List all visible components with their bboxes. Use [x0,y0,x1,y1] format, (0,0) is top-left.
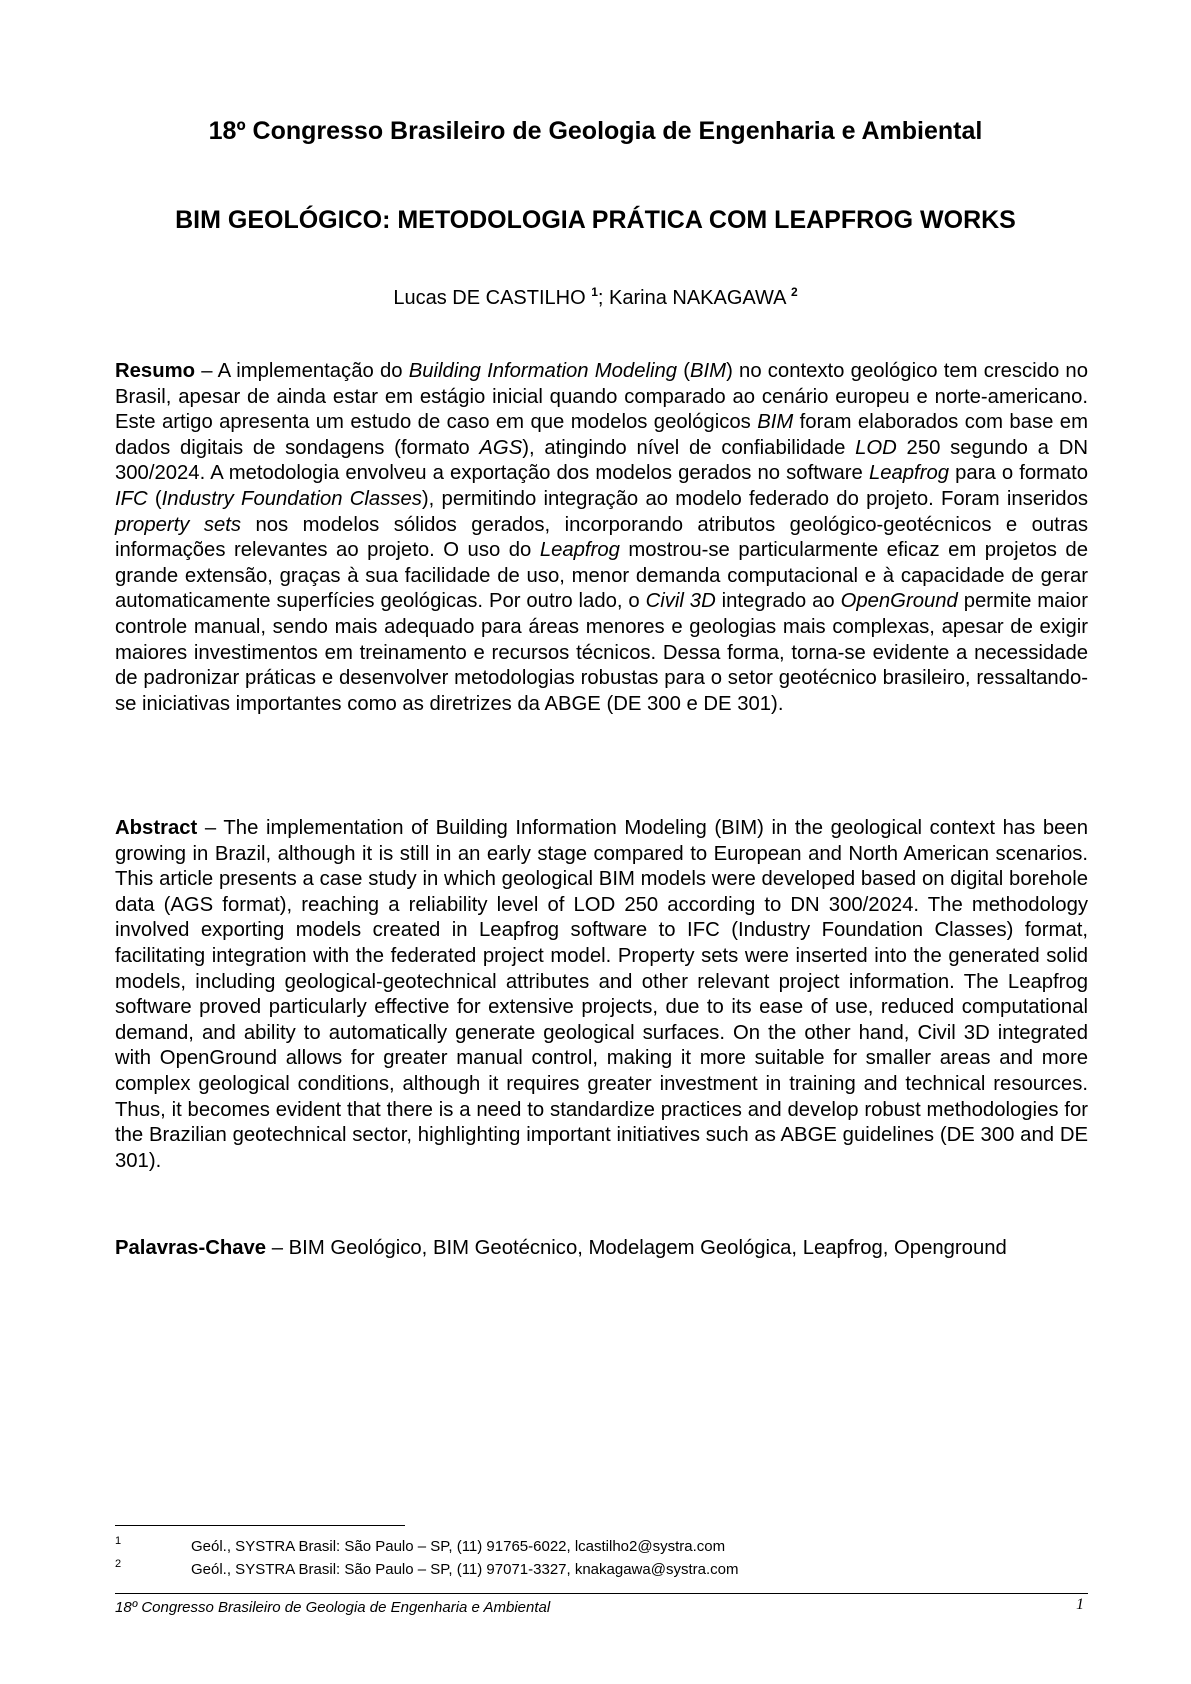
resumo-text: ), atingindo nível de confiabilidade [522,436,856,459]
resumo-text: ( [677,360,691,382]
resumo-italic-term: BIM [690,360,727,382]
resumo-text: permite maior controle manual, sendo mais adequado para áreas menores e geologias mais complexas, apesar de exigir maiores investimentos em treinamento e recursos técnicos. Dessa forma, torna-se evidente a necessidade de padronizar práticas e desenvolver metodologias robustas para o setor geotécnico brasileiro, ressaltando-se iniciativas importantes como as diretrizes da ABGE (DE 300 e DE 301). [115,590,1088,715]
resumo-italic-term: Leapfrog [868,462,950,485]
footer-divider [115,1593,1088,1594]
footnote-number: 2 [115,1558,122,1570]
running-footer: 18º Congresso Brasileiro de Geologia de Engenharia e Ambiental [115,1599,551,1616]
keywords-label: Palavras-Chave [115,1237,267,1259]
resumo-text: para o formato [949,462,1088,485]
resumo-text: mostrou-se particularmente eficaz em projetos de grande extensão, graças à sua facilidade de uso, menor demanda computacional e à capacidade de gerar automaticamente superfícies geológicas. Por outro lado, o [115,539,1088,613]
resumo-text: integrado ao [715,590,841,613]
conference-title: 18º Congresso Brasileiro de Geologia de Engenharia e Ambiental [208,117,983,145]
resumo-italic-term: Leapfrog [539,539,620,562]
resumo-italic-term: Civil 3D [645,590,716,613]
keywords-list: BIM Geológico, BIM Geotécnico, Modelagem Geológica, Leapfrog, Openground [288,1237,1007,1259]
resumo-italic-term: OpenGround [840,590,958,613]
page-number: 1 [1076,1596,1084,1613]
author-separator: ; [597,287,610,309]
author-footnote-mark: 2 [790,285,798,299]
abstract-label: Abstract [115,817,198,839]
resumo-text: A implementação do [217,360,409,382]
abstract-dash: – [197,817,224,839]
author-footnote-mark: 1 [591,285,598,299]
resumo-label: Resumo [115,360,196,382]
keywords-dash: – [266,1237,289,1259]
footnote-divider [115,1525,405,1526]
resumo-text: nos modelos sólidos gerados, incorporando atributos geológico-geotécnicos e outras informações relevantes ao projeto. O uso do [115,513,1088,562]
resumo-text: ) no contexto geológico tem crescido no Brasil, apesar de ainda estar em estágio inicial quando comparado ao cenário europeu e norte-americano. Este artigo apresenta um estudo de caso em que modelos geológicos [115,360,1088,434]
resumo-text: foram elaborados com base em dados digitais de sondagens (formato [115,411,1088,459]
author-name: Lucas DE CASTILHO [393,287,586,309]
resumo-text: 250 segundo a DN 300/2024. A metodologia envolveu a exportação dos modelos gerados no software [115,436,1088,485]
resumo-italic-term: Building Information Modeling [408,360,678,382]
resumo-paragraph [115,359,1088,717]
resumo-italic-term: LOD [855,436,897,459]
paper-title: BIM GEOLÓGICO: METODOLOGIA PRÁTICA COM LEAPFROG WORKS [175,206,1016,234]
resumo-italic-term: IFC [115,487,148,510]
resumo-body [115,360,1088,715]
resumo-dash: – [195,360,218,382]
author-name: Karina NAKAGAWA [609,287,786,309]
footnote-number: 1 [115,1535,122,1547]
resumo-text: ( [147,487,162,510]
abstract-body: The implementation of Building Information Modeling (BIM) in the geological context has been growing in Brazil, although it is still in an early stage compared to European and North American scenarios. This article presents a case study in which geological BIM models were developed based on digital borehole data (AGS format), reaching a reliability level of LOD 250 according to DN 300/2024. The methodology involved exporting models created in Leapfrog software to IFC (Industry Foundation Classes) format, facilitating integration with the federated project model. Property sets were inserted into the generated solid models, including geological-geotechnical attributes and other relevant project information. The Leapfrog software proved particularly effective for extensive projects, due to its ease of use, reduced computational demand, and ability to automatically generate geological surfaces. On the other hand, Civil 3D integrated with OpenGround allows for greater manual control, making it more suitable for smaller areas and more complex geological conditions, although it requires greater investment in training and technical resources. Thus, it becomes evident that there is a need to standardize practices and develop robust methodologies for the Brazilian geotechnical sector, highlighting important initiatives such as ABGE guidelines (DE 300 and DE 301). [115,817,1088,1172]
resumo-italic-term: Industry Foundation Classes [161,487,422,510]
resumo-italic-term: property sets [115,513,242,536]
keywords-paragraph [115,1236,1088,1262]
abstract-paragraph [115,816,1088,1174]
footnote-text: Geól., SYSTRA Brasil: São Paulo – SP, (11) 91765-6022, lcastilho2@systra.com [191,1538,726,1555]
author-list [0,285,1191,310]
resumo-italic-term: AGS [479,436,523,459]
resumo-text: ), permitindo integração ao modelo federado do projeto. Foram inseridos [421,487,1088,510]
footnote-text: Geól., SYSTRA Brasil: São Paulo – SP, (11) 97071-3327, knakagawa@systra.com [191,1561,739,1578]
resumo-italic-term: BIM [757,411,794,434]
